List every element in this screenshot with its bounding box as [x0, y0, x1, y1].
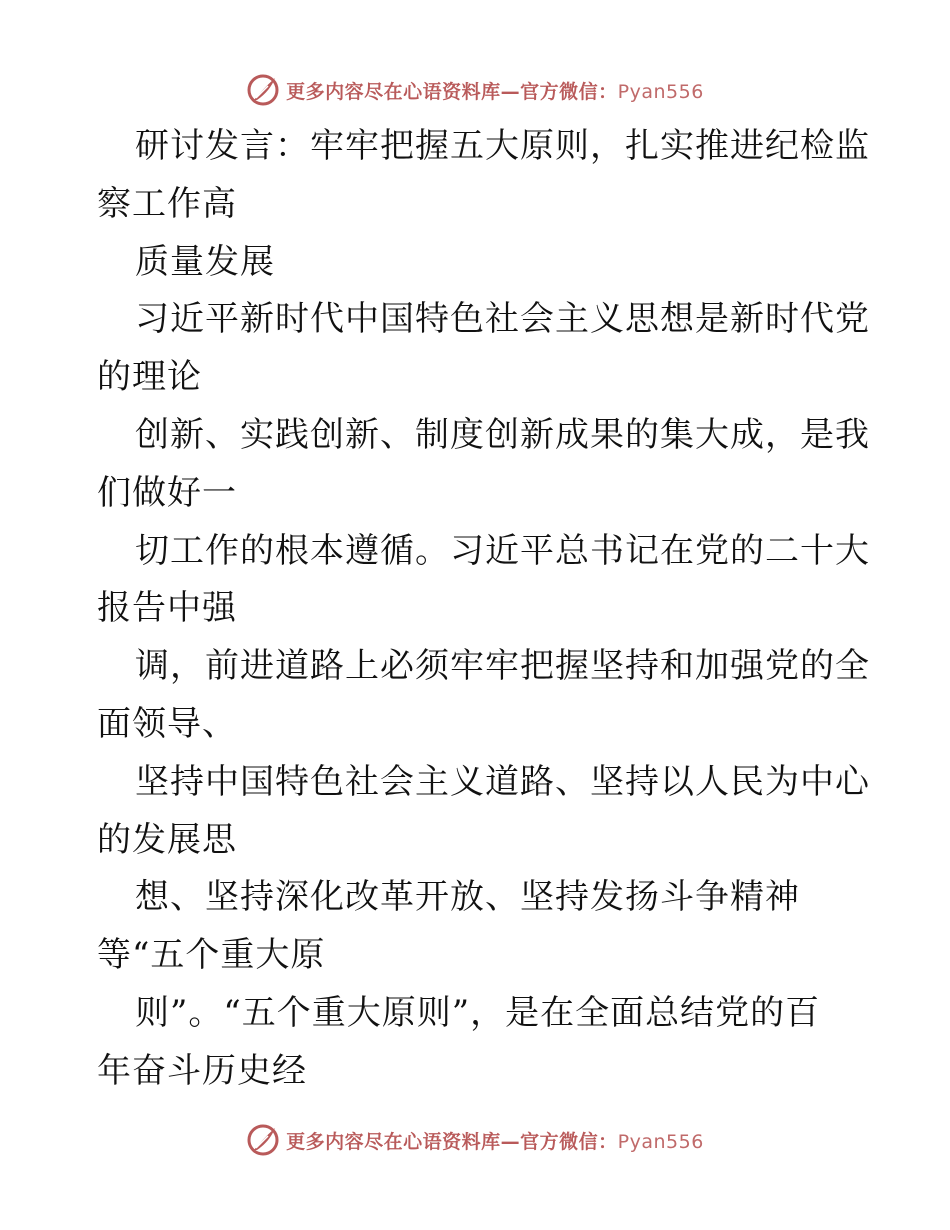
paragraph-continuation-line: 等“五个重大原	[97, 935, 326, 976]
watermark-text	[286, 1127, 704, 1154]
watermark-wechat-id: Pyan556	[617, 1130, 704, 1153]
paragraph	[97, 407, 870, 523]
paragraph	[97, 985, 857, 1101]
document-body	[97, 118, 870, 1101]
paragraph-first-line: 质量发展	[135, 241, 275, 282]
paragraph	[97, 291, 870, 407]
watermark-label: 更多内容尽在心语资料库—官方微信：	[286, 1130, 618, 1153]
paragraph-continuation-line: 察工作高	[97, 183, 237, 224]
footer-watermark	[0, 1120, 950, 1160]
paragraph-continuation-line: 面领导、	[97, 703, 237, 744]
header-watermark	[0, 70, 950, 110]
paragraph-first-line: 创新、实践创新、制度创新成果的集大成，是我	[135, 414, 870, 455]
quill-pen-logo-icon	[246, 73, 280, 107]
paragraph-first-line: 则”。“五个重大原则”，是在全面总结党的百	[135, 992, 821, 1033]
paragraph-first-line: 习近平新时代中国特色社会主义思想是新时代党	[135, 299, 870, 340]
paragraph-continuation-line: 年奋斗历史经	[97, 1050, 307, 1091]
paragraph-first-line: 想、坚持深化改革开放、坚持发扬斗争精神	[135, 877, 800, 918]
paragraph	[97, 118, 870, 234]
watermark-text	[286, 77, 704, 104]
paragraph-continuation-line: 的理论	[97, 357, 202, 398]
watermark-wechat-id: Pyan556	[617, 80, 704, 103]
paragraph-continuation-line: 们做好一	[97, 472, 237, 513]
paragraph-continuation-line: 的发展思	[97, 819, 237, 860]
quill-pen-logo-icon	[246, 1123, 280, 1157]
paragraph-first-line: 坚持中国特色社会主义道路、坚持以人民为中心	[135, 761, 870, 802]
paragraph	[97, 638, 870, 754]
watermark-label: 更多内容尽在心语资料库—官方微信：	[286, 80, 618, 103]
paragraph	[97, 754, 870, 870]
paragraph-first-line: 切工作的根本遵循。习近平总书记在党的二十大	[135, 530, 870, 571]
paragraph-first-line: 研讨发言：牢牢把握五大原则，扎实推进纪检监	[135, 126, 870, 166]
paragraph-continuation-line: 报告中强	[97, 588, 237, 629]
paragraph-first-line: 调，前进道路上必须牢牢把握坚持和加强党的全	[135, 646, 870, 687]
paragraph	[97, 234, 857, 292]
paragraph	[97, 523, 870, 639]
paragraph	[97, 869, 857, 985]
